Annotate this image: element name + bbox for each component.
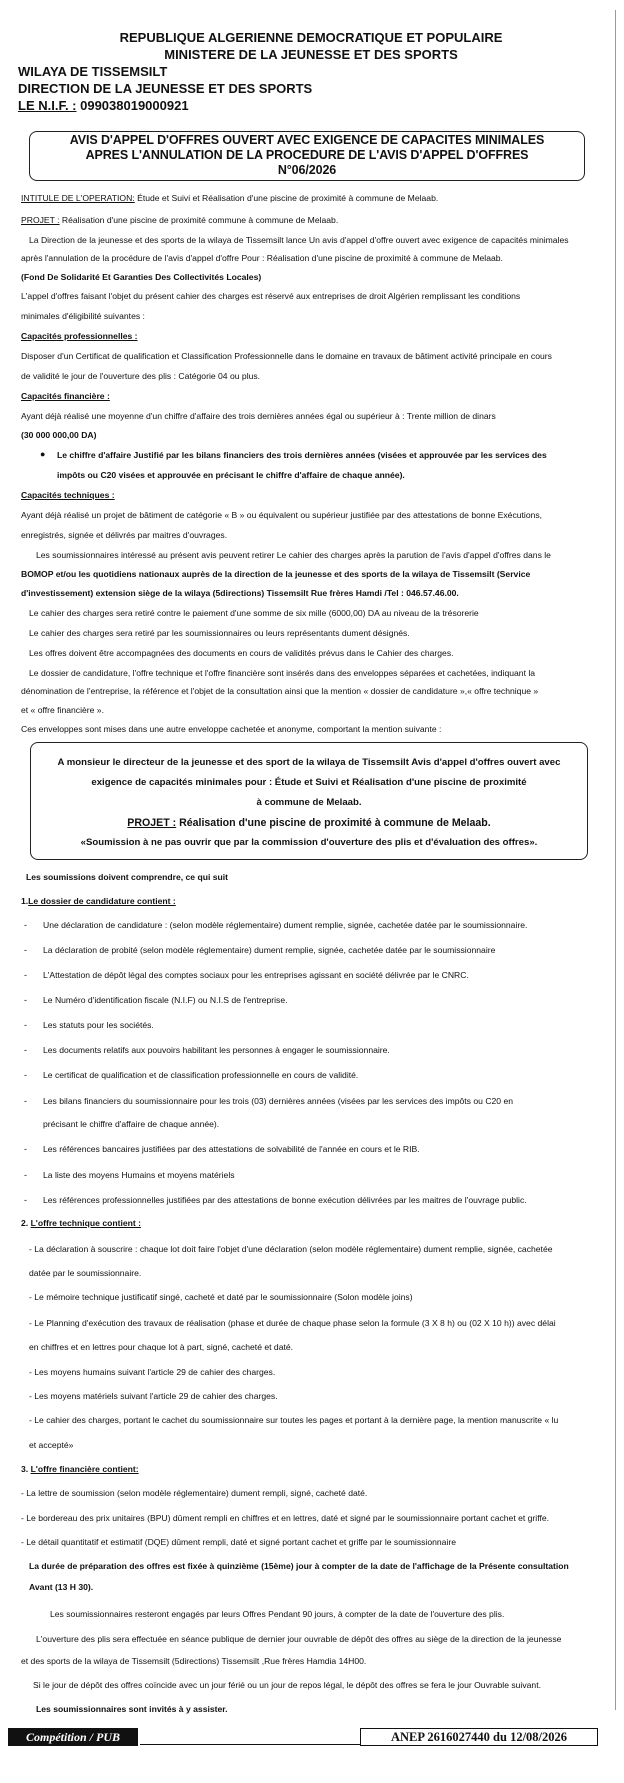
section1-heading (21, 896, 607, 907)
list-item: - Les moyens matériels suivant l'article 29 de cahier des charges. (29, 1391, 278, 1401)
closing-line6: Si le jour de dépôt des offres coïncide avec un jour férié ou un jour de repos légal, le dépôt des offres se fera le jour Ouvrable suivant. (33, 1680, 541, 1690)
dash-icon: - (24, 945, 27, 955)
procedure-line2: BOMOP et/ou les quotidiens nationaux auprès de la direction de la jeunesse et des sports de la wilaya de Tissemsilt (Service (21, 569, 531, 579)
intro-fund-line: (Fond De Solidarité Et Garanties Des Collectivités Locales) (21, 272, 262, 282)
dash-icon: - (24, 1096, 27, 1106)
dash-icon: - (24, 1045, 27, 1055)
intitule-line (21, 193, 607, 204)
dash-icon: - (24, 1170, 27, 1180)
list-item: - Le mémoire technique justificatif singé, cacheté et daté par le soumissionnaire (Solon modèle joins) (29, 1292, 413, 1302)
closing-line1: La durée de préparation des offres est fixée à quinzième (15ème) jour à compter de la date de l'affichage de la Présente consultation (29, 1561, 569, 1571)
dash-icon: - (24, 970, 27, 980)
list-item-continuation: datée par le soumissionnaire. (29, 1268, 142, 1278)
procedure-line3: d'investissement) extension siège de la wilaya (5directions) Tissemsilt Rue frères Hamdi /Tel : 046.57.46.00. (21, 588, 459, 598)
nif-line (18, 98, 604, 114)
envelope-line5: «Soumission à ne pas ouvrir que par la commission d'ouverture des plis et d'évaluation des offres». (80, 837, 538, 848)
list-item: Les bilans financiers du soumissionnaire pour les trois (03) dernières années (visées par les services des impôts ou C20 en (43, 1096, 514, 1106)
pro-capacity-line1: Disposer d'un Certificat de qualification et Classification Professionnelle dans le domaine en travaux de bâtiment activité principale en cours (21, 351, 552, 361)
competition-pub-tag: Compétition / PUB (8, 1728, 138, 1746)
closing-line2: Avant (13 H 30). (29, 1582, 94, 1592)
list-item: Le certificat de qualification et de classification professionnelle en cours de validité. (43, 1070, 359, 1080)
list-item: L'Attestation de dépôt légal des comptes sociaux pour les entreprises agissant en société délivrée par le CNRC. (43, 970, 469, 980)
fin-capacity-bullet-line1: Le chiffre d'affaire Justifié par les bilans financiers des trois dernières années (visées et approuvée par les services des (57, 450, 547, 460)
procedure-line7: Le dossier de candidature, l'offre technique et l'offre financière sont insérés dans des enveloppes séparées et cachetées, indiquant la (29, 668, 536, 678)
closing-line5: et des sports de la wilaya de Tissemsilt (5directions) Tissemsilt ,Rue frères Hamdia 14H00. (21, 1656, 367, 1666)
section3-number: 3. (21, 1464, 29, 1474)
scan-edge-line (615, 10, 616, 1710)
list-item: - Le cahier des charges, portant le cachet du soumissionnaire sur toutes les pages et portant à la dernière page, la mention manuscrite « lu (29, 1415, 559, 1425)
procedure-line5: Le cahier des charges sera retiré par les soumissionnaires ou leurs représentants dument désignés. (29, 628, 410, 638)
procedure-line1: Les soumissionnaires intéressé au présent avis peuvent retirer Le cahier des charges après la parution de l'avis d'appel d'offres dans le (36, 550, 551, 560)
nif-label: LE N.I.F. : (18, 98, 77, 113)
list-item: Les documents relatifs aux pouvoirs habilitant les personnes à engager le soumissionnaire. (43, 1045, 390, 1055)
list-item: Une déclaration de candidature : (selon modèle réglementaire) dument remplie, signée, cachetée datée par le soumissionnaire. (43, 920, 528, 930)
section2-title: L'offre technique contient : (30, 1218, 141, 1228)
procedure-line6: Les offres doivent être accompagnées des documents en cours de validités prévus dans le Cahier des charges. (29, 648, 454, 658)
intro-para2-line1: L'appel d'offres faisant l'objet du présent cahier des charges est réservé aux entreprises de droit Algérien remplissant les conditions (21, 291, 521, 301)
section1-title: Le dossier de candidature contient : (28, 896, 176, 906)
list-item-continuation: en chiffres et en lettres pour chaque lot à part, signé, cacheté et daté. (29, 1342, 294, 1352)
anep-reference: ANEP 2616027440 du 12/08/2026 (360, 1728, 598, 1746)
dash-icon: - (24, 995, 27, 1005)
envelope-line1: A monsieur le directeur de la jeunesse et des sport de la wilaya de Tissemsilt Avis d'appel d'offres ouvert avec (57, 757, 561, 768)
tech-capacity-title: Capacités techniques : (21, 490, 115, 500)
list-item: Les références bancaires justifiées par des attestations de solvabilité de l'année en cours et le RIB. (43, 1144, 420, 1154)
dash-icon: - (24, 920, 27, 930)
ministry-heading: MINISTERE DE LA JEUNESSE ET DES SPORTS (164, 47, 458, 62)
intro-para1-line1: La Direction de la jeunesse et des sports de la wilaya de Tissemsilt lance Un avis d'appel d'offre ouvert avec exigence de capacités minimales (29, 235, 569, 245)
procedure-line9: et « offre financière ». (21, 705, 104, 715)
envelope-projet-value: Réalisation d'une piscine de proximité à commune de Melaab. (176, 817, 491, 829)
list-item: - Le détail quantitatif et estimatif (DQE) dûment rempli, daté et signé portant cachet et griffe par le soumissionnaire (21, 1537, 456, 1547)
title-line-2: APRES L'ANNULATION DE LA PROCEDURE DE L'AVIS D'APPEL D'OFFRES (85, 148, 529, 162)
list-item-continuation: précisant le chiffre d'affaire de chaque année). (43, 1119, 220, 1129)
title-box (29, 131, 585, 181)
list-item: La déclaration de probité (selon modèle réglementaire) dument remplie, signée, cachetée datée par le soumissionnaire (43, 945, 496, 955)
republic-heading: REPUBLIQUE ALGERIENNE DEMOCRATIQUE ET POPULAIRE (119, 30, 503, 45)
pro-capacity-title: Capacités professionnelles : (21, 331, 138, 341)
list-item: - Le Planning d'exécution des travaux de réalisation (phase et durée de chaque phase selon la formule (3 X 8 h) ou (02 X 10 h)) avec délai (29, 1318, 556, 1328)
dash-icon: - (24, 1195, 27, 1205)
section3-title: L'offre financière contient: (30, 1464, 139, 1474)
fin-capacity-title: Capacités financière : (21, 391, 110, 401)
projet-label: PROJET : (21, 215, 60, 225)
tech-capacity-line1: Ayant déjà réalisé un projet de bâtiment de catégorie « B » ou équivalent ou supérieur justifiée par des attestations de bonne Exécutions, (21, 510, 543, 520)
fin-capacity-bullet-line2: impôts ou C20 visées et approuvée en précisant le chiffre d'affaire de chaque année). (57, 470, 405, 480)
envelope-mention-box (30, 742, 588, 860)
closing-line3: Les soumissionnaires resteront engagés par leurs Offres Pendant 90 jours, à compter de la date de l'ouverture des plis. (50, 1609, 505, 1619)
section1-number: 1. (21, 896, 29, 906)
closing-line7: Les soumissionnaires sont invités à y assister. (36, 1704, 228, 1714)
section2-number: 2. (21, 1218, 29, 1228)
closing-line4: L'ouverture des plis sera effectuée en séance publique de dernier jour ouvrable de dépôt des offres au siège de la direction de la jeunesse (36, 1634, 562, 1644)
pro-capacity-line2: de validité le jour de l'ouverture des plis : Catégorie 04 ou plus. (21, 371, 261, 381)
nif-value: 099038019000921 (76, 98, 189, 113)
direction-heading: DIRECTION DE LA JEUNESSE ET DES SPORTS (18, 81, 313, 96)
wilaya-heading: WILAYA DE TISSEMSILT (18, 64, 168, 79)
list-item: - Le bordereau des prix unitaires (BPU) dûment rempli en chiffres et en lettres, daté et signé par le soumissionnaire portant cachet et griffe. (21, 1513, 549, 1523)
submissions-intro: Les soumissions doivent comprendre, ce qui suit (26, 872, 228, 882)
list-item: - La déclaration à souscrire : chaque lot doit faire l'objet d'une déclaration (selon modèle réglementaire) dument remplie, signée, cachetée (29, 1244, 553, 1254)
list-item: Les références professionnelles justifiées par des attestations de bonne exécution délivrées par les maitres de l'ouvrage public. (43, 1195, 527, 1205)
envelope-line3: à commune de Melaab. (256, 797, 362, 808)
dash-icon: - (24, 1020, 27, 1030)
intro-para2-line2: minimales d'éligibilité suivantes : (21, 311, 145, 321)
fin-capacity-line1: Ayant déjà réalisé une moyenne d'un chiffre d'affaire des trois dernières années égal ou supérieur à : Trente million de dinars (21, 411, 496, 421)
list-item-continuation: et accepté» (29, 1440, 74, 1450)
title-line-1: AVIS D'APPEL D'OFFRES OUVERT AVEC EXIGENCE DE CAPACITES MINIMALES (69, 133, 545, 147)
list-item: - La lettre de soumission (selon modèle réglementaire) dument rempli, signé, cacheté daté. (21, 1488, 368, 1498)
intro-para1-line2: après l'annulation de la procédure de l'avis d'appel d'offre Pour : Réalisation d'une piscine de proximité à commune de Melaab. (21, 253, 503, 263)
projet-line (21, 215, 607, 226)
list-item: Les statuts pour les sociétés. (43, 1020, 154, 1030)
tech-capacity-line2: enregistrés, signée et délivrés par maitres d'ouvrages. (21, 530, 228, 540)
procedure-line10: Ces enveloppes sont mises dans une autre enveloppe cachetée et anonyme, comportant la mention suivante : (21, 724, 442, 734)
bullet-icon: ● (40, 449, 46, 459)
footer-rule (140, 1744, 360, 1745)
list-item: Le Numéro d'identification fiscale (N.I.F) ou N.I.S de l'entreprise. (43, 995, 288, 1005)
list-item: - Les moyens humains suivant l'article 29 de cahier des charges. (29, 1367, 276, 1377)
projet-value: Réalisation d'une piscine de proximité commune à commune de Melaab. (59, 215, 339, 225)
dash-icon: - (24, 1070, 27, 1080)
title-number: N°06/2026 (277, 163, 337, 177)
section2-heading (21, 1218, 607, 1229)
list-item: La liste des moyens Humains et moyens matériels (43, 1170, 235, 1180)
envelope-projet-label: PROJET : (127, 817, 177, 829)
envelope-projet-line (31, 817, 587, 829)
envelope-line2: exigence de capacités minimales pour : Étude et Suivi et Réalisation d'une piscine de proximité (91, 777, 527, 788)
procedure-line8: dénomination de l'entreprise, la référence et l'objet de la consultation ainsi que la mention « dossier de candidature »,« offre technique » (21, 686, 539, 696)
dash-icon: - (24, 1144, 27, 1154)
intitule-label: INTITULE DE L'OPERATION: (21, 193, 135, 203)
section3-heading (21, 1464, 607, 1475)
procedure-line4: Le cahier des charges sera retiré contre le paiement d'une somme de six mille (6000,00) DA au niveau de la trésorerie (29, 608, 479, 618)
intitule-value: Étude et Suivi et Réalisation d'une piscine de proximité à commune de Melaab. (134, 193, 439, 203)
fin-capacity-amount: (30 000 000,00 DA) (21, 430, 97, 440)
